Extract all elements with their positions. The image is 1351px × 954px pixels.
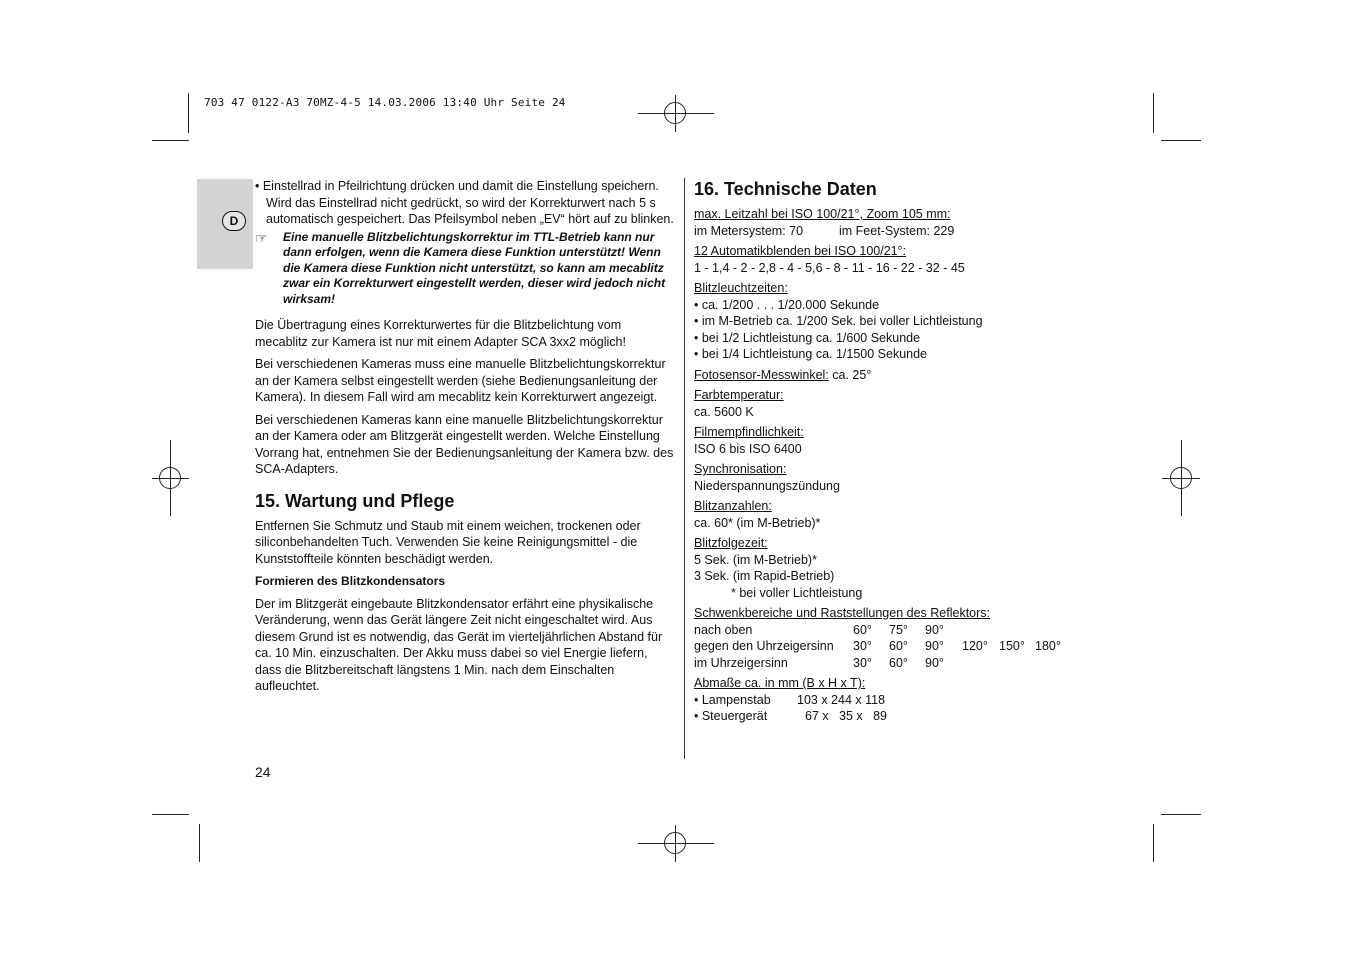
spec-label: Abmaße ca. in mm (B x H x T): — [694, 676, 866, 690]
spec-label: Fotosensor-Messwinkel: — [694, 367, 829, 382]
right-column — [694, 178, 1114, 729]
crop-mark-tl-v — [188, 93, 189, 133]
table-cell: 90° — [925, 639, 944, 653]
page-number: 24 — [255, 764, 271, 780]
table-cell: im Uhrzeigersinn — [694, 655, 788, 670]
spec-blitzfolgezeit — [694, 535, 1114, 601]
table-cell: 60° — [889, 655, 908, 670]
crop-mark-br-h — [1161, 814, 1201, 815]
table-cell — [1035, 622, 1061, 639]
spec-leitzahl — [694, 206, 1114, 239]
table-cell: 90° — [925, 622, 944, 637]
table-cell: 60° — [853, 622, 872, 637]
list-item: • im M-Betrieb ca. 1/200 Sek. bei voller Lichtleistung — [694, 314, 983, 328]
footnote: * bei voller Lichtleistung — [731, 585, 863, 600]
pointing-hand-icon: ☞ — [255, 229, 268, 246]
list-item: 5 Sek. (im M-Betrieb)* — [694, 552, 817, 567]
spec-label: Filmempfindlichkeit: — [694, 425, 804, 439]
print-slug: 703 47 0122-A3 70MZ-4-5 14.03.2006 13:40 Uhr Seite 24 — [204, 96, 566, 109]
spec-leuchtzeiten — [694, 280, 1114, 363]
leitzahl-metric: im Metersystem: 70 — [694, 223, 804, 238]
list-item: 3 Sek. (im Rapid-Betrieb) — [694, 569, 835, 583]
spec-messwinkel — [694, 367, 1114, 384]
table-cell: • Steuergerät — [694, 709, 768, 723]
note-block — [255, 230, 677, 308]
crop-mark-bl-v — [199, 824, 200, 862]
table-row — [694, 638, 1061, 655]
bullet-einstellrad: • Einstellrad in Pfeilrichtung drücken und damit die Einstellung speichern. Wird das Einstellrad nicht gedrückt, so wird der Korrekturwert nach 5 s automatisch gespeichert. Das Pfeilsymbol neben „EV“ hört auf zu blinken. — [255, 179, 674, 226]
crop-mark-br-v — [1153, 824, 1154, 862]
table-cell — [1035, 655, 1061, 672]
spec-label: Farbtemperatur: — [694, 388, 784, 402]
table-cell: 180° — [1035, 639, 1061, 653]
table-row — [694, 692, 887, 709]
table-cell — [962, 655, 999, 672]
schwenk-table — [694, 622, 1061, 672]
heading-wartung: 15. Wartung und Pflege — [255, 490, 455, 511]
crop-mark-tr-h — [1161, 140, 1201, 141]
crop-mark-tl-h — [152, 140, 189, 141]
left-column — [255, 178, 677, 701]
spec-label: Blitzfolgezeit: — [694, 536, 768, 550]
table-cell: 120° — [962, 639, 988, 653]
spec-value: ca. 25° — [828, 367, 872, 382]
table-row — [694, 622, 1061, 639]
spec-label: 12 Automatikblenden bei ISO 100/21°: — [694, 244, 907, 258]
paragraph-wartung: Entfernen Sie Schmutz und Staub mit einem weichen, trockenen oder siliconbehandelten Tuch. Verwenden Sie keine Reinigungsmittel - die Kunststoffteile könnten beschädigt werden. — [255, 518, 641, 566]
spec-blitzanzahlen — [694, 498, 1114, 531]
spec-value: ca. 5600 K — [694, 404, 754, 419]
spec-label: Blitzanzahlen: — [694, 499, 772, 513]
language-tab-letter: D — [222, 211, 246, 231]
paragraph-kameras-1: Bei verschiedenen Kameras muss eine manuelle Blitzbelichtungskorrektur an der Kamera selbst eingestellt werden (siehe Bedienungsanleitung der Kamera). In diesem Fall wird am mecablitz kein Korrekturwert angezeigt. — [255, 357, 666, 404]
table-cell — [999, 622, 1035, 639]
table-cell: 30° — [853, 655, 872, 670]
spec-value: 1 - 1,4 - 2 - 2,8 - 4 - 5,6 - 8 - 11 - 16 - 22 - 32 - 45 — [694, 260, 965, 275]
spec-filmempfindlichkeit — [694, 424, 1114, 457]
spec-value: Niederspannungszündung — [694, 478, 840, 493]
table-cell: 103 x 244 x 118 — [797, 692, 886, 707]
table-row — [694, 655, 1061, 672]
table-cell: 67 x 35 x 89 — [805, 709, 887, 723]
table-cell — [999, 655, 1035, 672]
spec-label: Synchronisation: — [694, 462, 787, 476]
paragraph-uebertragung: Die Übertragung eines Korrekturwertes für die Blitzbelichtung vom mecablitz zur Kamera ist nur mit einem Adapter SCA 3xx2 möglich! — [255, 318, 626, 349]
crop-mark-bl-h — [152, 814, 189, 815]
table-row — [694, 708, 887, 725]
spec-value: ISO 6 bis ISO 6400 — [694, 441, 802, 456]
spec-value: ca. 60* (im M-Betrieb)* — [694, 515, 821, 530]
note-text: Eine manuelle Blitzbelichtungskorrektur im TTL-Betrieb kann nur dann erfolgen, wenn die Kamera diese Funktion unterstützt! Wenn die Kamera diese Funktion nicht unterstützt, so kann am mecablitz zwar ein Korrekturwert eingestellt werden, dieser wird jedoch nicht wirksam! — [283, 229, 666, 306]
spec-synchronisation — [694, 461, 1114, 494]
column-divider — [684, 178, 685, 759]
table-cell: 150° — [999, 639, 1025, 653]
paragraph-formieren: Der im Blitzgerät eingebaute Blitzkondensator erfährt eine physikalische Veränderung, wenn das Gerät längere Zeit nicht eingeschaltet wird. Aus diesem Grund ist es notwendig, das Gerät im vierteljährlichen Abstand für ca. 10 Min. einzuschalten. Der Akku muss dabei so viel Energie liefern, dass die Blitzbereitschaft längstens 1 Min. nach dem Einschalten aufleuchtet. — [255, 596, 663, 693]
table-cell: • Lampenstab — [694, 692, 771, 707]
table-cell — [962, 622, 999, 639]
spec-value — [694, 223, 1114, 240]
subheading-formieren: Formieren des Blitzkondensators — [255, 574, 446, 588]
table-cell: 75° — [889, 622, 908, 637]
table-cell: gegen den Uhrzeigersinn — [694, 639, 834, 653]
spec-abmasse — [694, 675, 1114, 725]
heading-technische-daten: 16. Technische Daten — [694, 179, 877, 199]
list-item: • bei 1/4 Lichtleistung ca. 1/1500 Sekunde — [694, 347, 928, 361]
list-item: • bei 1/2 Lichtleistung ca. 1/600 Sekunde — [694, 330, 921, 345]
table-cell: nach oben — [694, 622, 753, 637]
spec-blenden — [694, 243, 1114, 276]
table-cell: 60° — [889, 639, 908, 653]
spec-label: Schwenkbereiche und Raststellungen des Reflektors: — [694, 606, 991, 620]
leitzahl-feet: im Feet-System: 229 — [839, 223, 955, 238]
list-item: • ca. 1/200 . . . 1/20.000 Sekunde — [694, 297, 880, 312]
table-cell: 30° — [853, 639, 872, 653]
spec-schwenkbereiche — [694, 605, 1114, 671]
spec-farbtemperatur — [694, 387, 1114, 420]
paragraph-kameras-2: Bei verschiedenen Kameras kann eine manuelle Blitzbelichtungskorrektur an der Kamera oder am Blitzgerät eingestellt werden. Welche Einstellung Vorrang hat, entnehmen Sie der Bedienungsanleitung der Kamera bzw. des SCA-Adapters. — [255, 412, 674, 476]
table-cell: 90° — [925, 655, 944, 670]
spec-label: Blitzleuchtzeiten: — [694, 281, 788, 295]
spec-label: max. Leitzahl bei ISO 100/21°, Zoom 105 mm: — [694, 207, 951, 221]
masse-table — [694, 692, 887, 725]
crop-mark-tr-v — [1153, 93, 1154, 133]
